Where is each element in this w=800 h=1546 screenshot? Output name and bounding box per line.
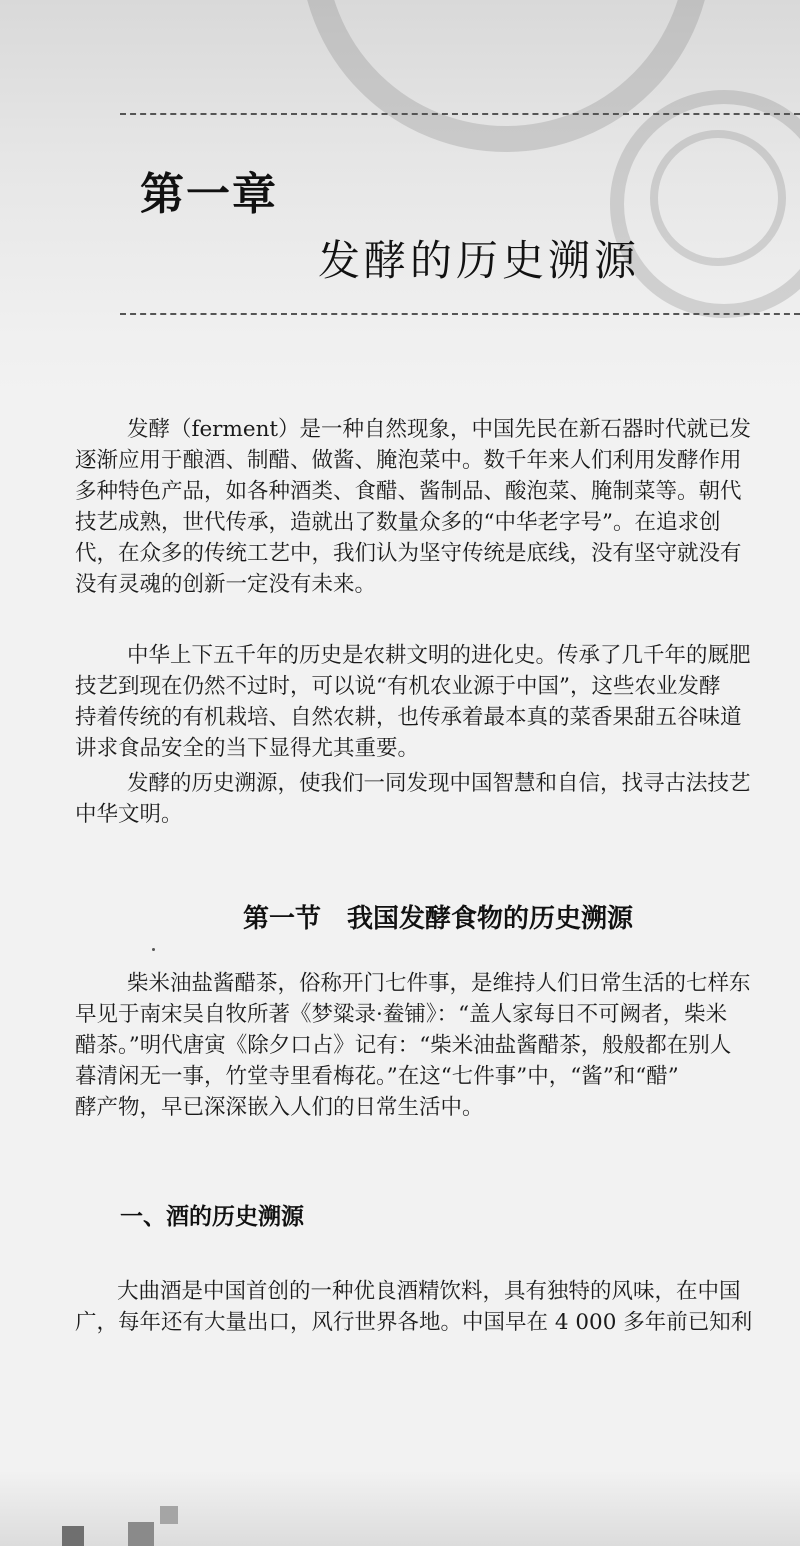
subsection-paragraph — [75, 1276, 800, 1338]
intro-paragraph-1 — [75, 414, 800, 600]
footer-deco-square — [62, 1526, 84, 1546]
footer-deco-square — [128, 1522, 154, 1546]
chapter-title: 发酵的历史溯源 — [318, 236, 641, 285]
header-dashed-rule-bottom — [120, 313, 800, 315]
text-line: 多种特色产品，如各种酒类、食醋、酱制品、酸泡菜、腌制菜等。朝代 — [75, 479, 742, 504]
text-line: 技艺成熟，世代传承，造就出了数量众多的“中华老字号”。在追求创 — [75, 510, 721, 535]
subsection-title: 一、酒的历史溯源 — [120, 1204, 304, 1230]
chapter-label: 第一章 — [140, 169, 278, 220]
text-line: 讲求食品安全的当下显得尤其重要。 — [75, 736, 420, 761]
text-line: 中华文明。 — [75, 802, 183, 827]
intro-paragraph-2 — [75, 640, 800, 764]
text-line: 早见于南宋吴自牧所著《梦粱录·鲞铺》：“盖人家每日不可阙者，柴米 — [75, 1002, 728, 1027]
text-line: 持着传统的有机栽培、自然农耕，也传承着最本真的菜香果甜五谷味道 — [75, 705, 742, 730]
section-paragraph — [75, 968, 800, 1123]
text-line: 逐渐应用于酿酒、制醋、做酱、腌泡菜中。数千年来人们利用发酵作用 — [75, 448, 742, 473]
text-line: 酵产物，早已深深嵌入人们的日常生活中。 — [75, 1095, 484, 1120]
footer-background — [0, 1470, 800, 1546]
text-line: 代，在众多的传统工艺中，我们认为坚守传统是底线，没有坚守就没有 — [75, 541, 742, 566]
text-line: 暮清闲无一事，竹堂寺里看梅花。”在这“七件事”中，“酱”和“醋” — [75, 1064, 679, 1089]
section-title: 第一节 我国发酵食物的历史溯源 — [243, 904, 634, 934]
text-line: 醋茶。”明代唐寅《除夕口占》记有：“柴米油盐酱醋茶，般般都在别人 — [75, 1033, 732, 1058]
print-speck — [152, 948, 155, 951]
decorative-ring-inner — [650, 130, 786, 266]
text-line: 大曲酒是中国首创的一种优良酒精饮料，具有独特的风味，在中国 — [117, 1279, 741, 1304]
intro-paragraph-3 — [75, 768, 800, 830]
header-dashed-rule-top — [120, 113, 800, 115]
text-line: 中华上下五千年的历史是农耕文明的进化史。传承了几千年的厩肥 — [127, 643, 751, 668]
text-line: 发酵（ferment）是一种自然现象，中国先民在新石器时代就已发 — [127, 417, 752, 442]
text-line: 技艺到现在仍然不过时，可以说“有机农业源于中国”，这些农业发酵 — [75, 674, 721, 699]
footer-deco-square — [160, 1506, 178, 1524]
text-line: 发酵的历史溯源，使我们一同发现中国智慧和自信，找寻古法技艺 — [127, 771, 751, 796]
text-line: 柴米油盐酱醋茶，俗称开门七件事，是维持人们日常生活的七样东 — [127, 971, 751, 996]
text-line: 没有灵魂的创新一定没有未来。 — [75, 572, 377, 597]
text-line: 广，每年还有大量出口，风行世界各地。中国早在 4 000 多年前已知利 — [75, 1310, 753, 1335]
